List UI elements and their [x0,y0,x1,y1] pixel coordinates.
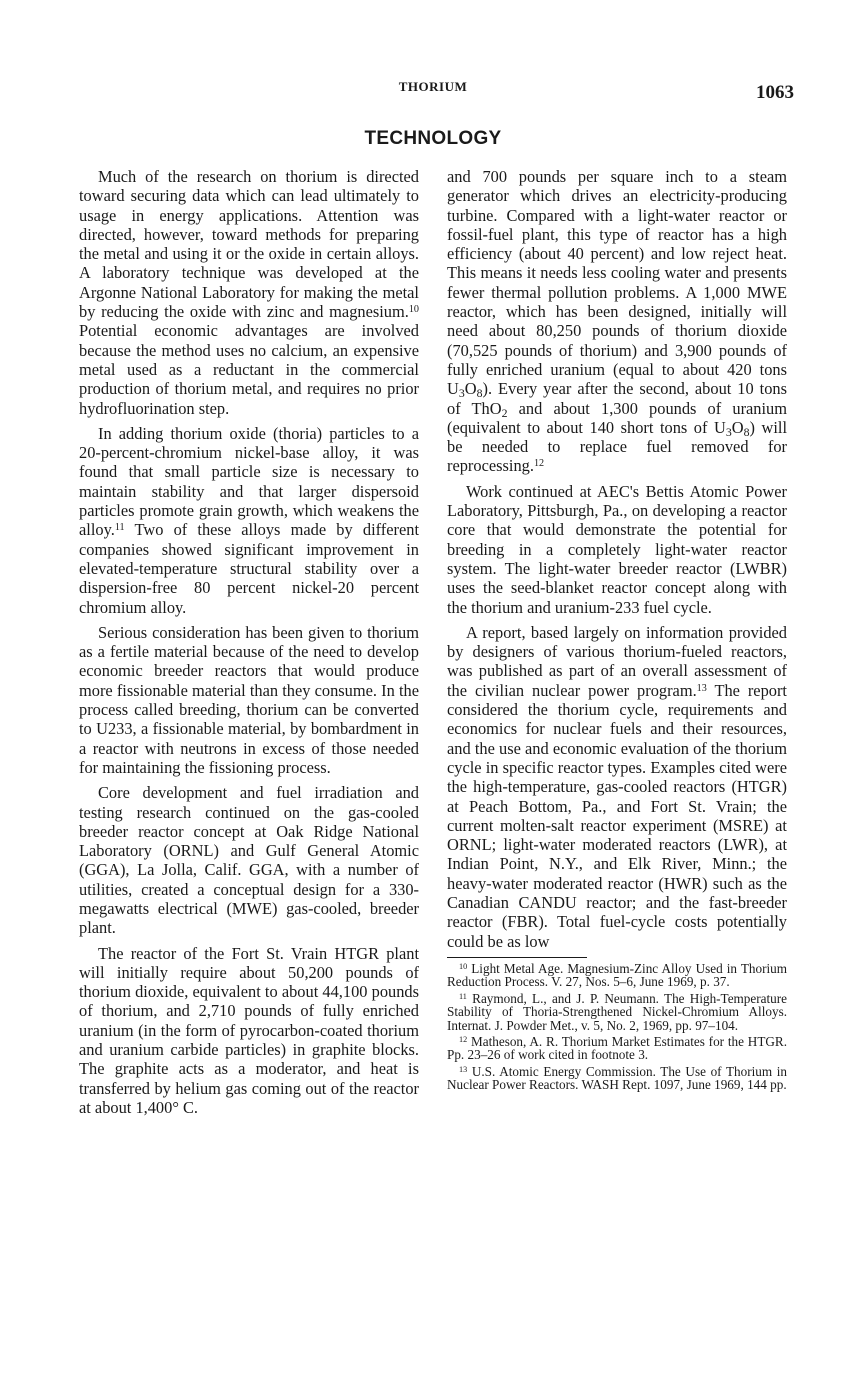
footnote-ref[interactable]: 12 [533,458,545,470]
paragraph: The reactor of the Fort St. Vrain HTGR plant will initially require about 50,200 pounds of thorium dioxide, equivalent to about 44,100 pounds of thorium, and 2,710 pounds of fully enriched uranium (in the form of pyrocarbon-coated thorium and uranium carbide particles) in graphite blocks. The graphite acts as a moderator, and heat is transferred by helium gas coming out of the reactor at about 1,400° C. [79,943,419,1117]
paragraph: Core development and fuel irradiation and testing research continued on the gas-cooled breeder reactor concept at Oak Ridge National Laboratory (ORNL) and Gulf General Atomic (GGA), La Jolla, Calif. GGA, with a number of utilities, created a conceptual design for a 330-megawatts electrical (MWE) gas-cooled, breeder plant. [79,783,419,938]
paragraph: and 700 pounds per square inch to a steam generator which drives an electricity-producing turbine. Compared with a light-water reactor or fossil-fuel plant, this type of reactor has a high efficiency (about 40 percent) and low reject heat. This means it needs less cooling water and presents fewer thermal pollution problems. A 1,000 MWE reactor, which has been designed, initially will need about 80,250 pounds of thorium dioxide (70,525 pounds of thorium) and 3,900 pounds of fully enriched uranium (equal to about 420 tons $U_3O_8$). Every year after the second, about 10 tons of ThO$_2$ and about 1,300 pounds of uranium (equivalent to about 140 short tons of $U_3O_8$) will be needed to replace fuel removed for reprocessing.$^{12}$ [447,167,787,476]
footnote: $^{11}$ Raymond, L., and J. P. Neumann. The High-Temperature Stability of Thoria-Strengthened Nickel-Chromium Alloys. Internat. J. Powder Met., v. 5, No. 2, 1969, pp. 97–104. [447,990,787,1033]
left-column [79,167,419,1123]
paragraph: Much of the research on thorium is directed toward securing data which can lead ultimately to usage in energy applications. Attention was directed, however, toward methods for preparing the metal and using it or the oxide in certain alloys. A laboratory technique was developed at the Argonne National Laboratory for making the metal by reducing the oxide with zinc and magnesium.$^{10}$ Potential economic advantages are involved because the method uses no calcium, an expensive metal used as a reductant in the commercial production of thorium metal, and requires no prior hydrofluorination step. [79,167,419,418]
footnote: $^{12}$ Matheson, A. R. Thorium Market Estimates for the HTGR. Pp. 23–26 of work cited in footnote 3. [447,1033,787,1063]
paragraph: A report, based largely on information provided by designers of various thorium-fueled reactors, was published as part of an overall assessment of the civilian nuclear power program.$^{13}$ The report considered the thorium cycle, requirements and economics for nuclear fuels and their resources, and the use and economic evaluation of the thorium cycle in specific reactor types. Examples cited were the high-temperature, gas-cooled reactors (HTGR) at Peach Bottom, Pa., and Fort St. Vrain; the current molten-salt reactor experiment (MSRE) at ORNL; light-water moderated reactors (LWR), at Indian Point, N.Y., and Elk River, Minn.; the heavy-water moderated reactor (HWR) such as the Canadian CANDU reactor; and the fast-breeder reactor (FBR). Total fuel-cycle costs potentially could be as low [447,622,787,951]
footnote-ref[interactable]: 10 [408,304,419,315]
paragraph: Work continued at AEC's Bettis Atomic Power Laboratory, Pittsburgh, Pa., on developing a reactor core that would demonstrate the potential for breeding in a completely light-water reactor system. The light-water breeder reactor (LWBR) uses the seed-blanket reactor concept along with the thorium and uranium-233 fuel cycle. [447,481,787,617]
paragraph: In adding thorium oxide (thoria) particles to a 20-percent-chromium nickel-base alloy, it was found that small particle size is necessary to maintain stability and that larger dispersoid particles promote grain growth, which weakens the alloy.$^{11}$ Two of these alloys made by different companies showed significant improvement in elevated-temperature structural stability over a dispersion-free 80 percent nickel-20 percent chromium alloy. [79,423,419,617]
footnote-ref[interactable]: 13 [696,682,707,694]
footnote: $^{10}$ Light Metal Age. Magnesium-Zinc Alloy Used in Thorium Reduction Process. V. 27, Nos. 5–6, June 1969, p. 37. [447,960,788,990]
right-column [447,167,787,1095]
footnote-divider [447,957,587,958]
page-number: 1063 [756,82,794,103]
footnote: $^{13}$ U.S. Atomic Energy Commission. The Use of Thorium in Nuclear Power Reactors. WASH Rept. 1097, June 1969, 144 pp. [447,1063,788,1093]
paragraph: Serious consideration has been given to thorium as a fertile material because of the need to develop economic breeder reactors that would produce more fissionable material than they consume. In the process called breeding, thorium can be converted to U233, a fissionable material, by bombardment in a reactor with neutrons in excess of those needed for maintaining the fissioning process. [79,622,419,777]
section-title: TECHNOLOGY [364,128,502,149]
footnotes [447,962,787,1092]
footnote-ref[interactable]: 11 [114,522,125,534]
running-head: THORIUM [398,79,468,94]
